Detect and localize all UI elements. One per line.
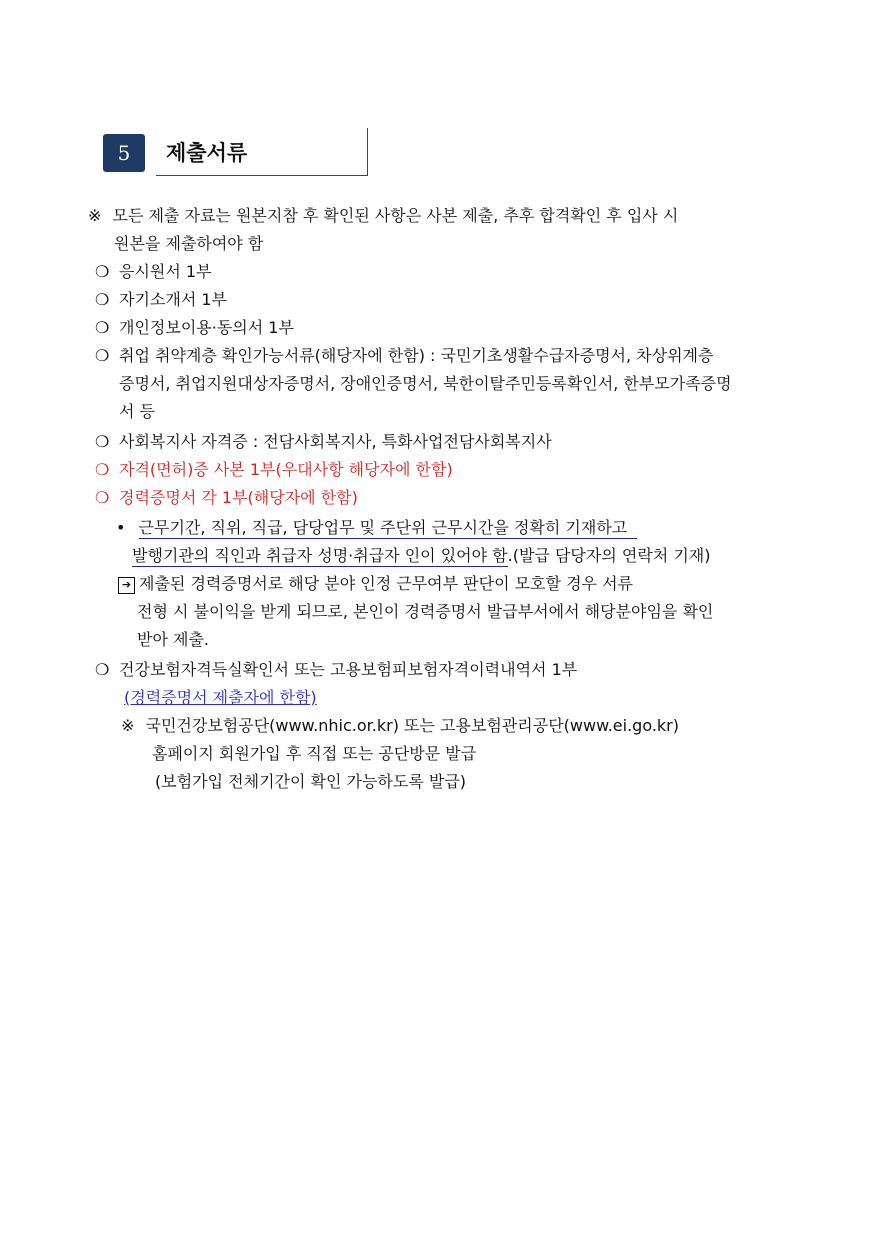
- circle-bullet-icon: ❍: [95, 432, 110, 451]
- circle-bullet-icon: ❍: [95, 660, 110, 679]
- dot-bullet-icon: •: [116, 518, 126, 537]
- circle-bullet-icon: ❍: [95, 488, 110, 507]
- list-item-social-worker: ❍ 사회복지사 자격증 : 전담사회복지사, 특화사업전담사회복지사: [95, 430, 552, 454]
- circle-bullet-icon: ❍: [95, 318, 110, 337]
- circle-bullet-icon: ❍: [95, 346, 110, 365]
- list-item-vulnerable-line-2: 증명서, 취업지원대상자증명서, 장애인증명서, 북한이탈주민등록확인서, 한부모가족증명: [119, 374, 732, 393]
- list-item-insurance: ❍ 건강보험자격득실확인서 또는 고용보험피보험자격이력내역서 1부: [95, 658, 577, 682]
- career-detail-arrow-line-2: 전형 시 불이익을 받게 되므로, 본인이 경력증명서 발급부서에서 해당분야임을 확인: [137, 602, 714, 621]
- list-item-vulnerable-line-3: 서 등: [119, 402, 155, 421]
- career-detail-arrow-line-3: 받아 제출.: [137, 630, 209, 649]
- list-item-application: ❍ 응시원서 1부: [95, 260, 212, 284]
- notice-mark: ※: [88, 206, 102, 225]
- circle-bullet-icon: ❍: [95, 460, 110, 479]
- career-detail-line-2: 발행기관의 직인과 취급자 성명·취급자 인이 있어야 함.(발급 담당자의 연락처 기재): [132, 546, 711, 565]
- list-item-career-cert: ❍ 경력증명서 각 1부(해당자에 한함): [95, 486, 358, 510]
- circle-bullet-icon: ❍: [95, 290, 110, 309]
- arrow-box-icon: ➔: [118, 577, 135, 594]
- list-item-vulnerable: ❍ 취업 취약계층 확인가능서류(해당자에 한함) : 국민기초생활수급자증명서, 차상위계층: [95, 344, 713, 368]
- notice-text-2: 원본을 제출하여야 함: [114, 234, 264, 253]
- header-divider-vertical: [367, 128, 368, 176]
- insurance-note-line-1: ※ 국민건강보험공단(www.nhic.or.kr) 또는 고용보험관리공단(www.ei.go.kr): [121, 716, 680, 735]
- career-detail-line-1: • 근무기간, 직위, 직급, 담당업무 및 주단위 근무시간을 정확히 기재하고: [116, 516, 637, 540]
- notice-line-1: [88, 204, 678, 228]
- insurance-note-line-2: 홈페이지 회원가입 후 직접 또는 공단방문 발급: [152, 744, 477, 763]
- section-number: 5: [103, 134, 145, 172]
- insurance-condition-link[interactable]: (경력증명서 제출자에 한함): [124, 688, 317, 707]
- circle-bullet-icon: ❍: [95, 262, 110, 281]
- header-divider-horizontal: [156, 175, 368, 176]
- insurance-note-line-3: (보험가입 전체기간이 확인 가능하도록 발급): [155, 772, 467, 791]
- notice-text-1: 모든 제출 자료는 원본지참 후 확인된 사항은 사본 제출, 추후 합격확인 후 입사 시: [112, 206, 679, 225]
- list-item-license-copy: ❍ 자격(면허)증 사본 1부(우대사항 해당자에 한함): [95, 458, 453, 482]
- note-mark: ※: [121, 716, 135, 735]
- section-title: 제출서류: [166, 141, 248, 165]
- career-detail-arrow-line-1: ➔ 제출된 경력증명서로 해당 분야 인정 근무여부 판단이 모호할 경우 서류: [118, 572, 633, 596]
- list-item-self-intro: ❍ 자기소개서 1부: [95, 288, 227, 312]
- list-item-privacy: ❍ 개인정보이용·동의서 1부: [95, 316, 294, 340]
